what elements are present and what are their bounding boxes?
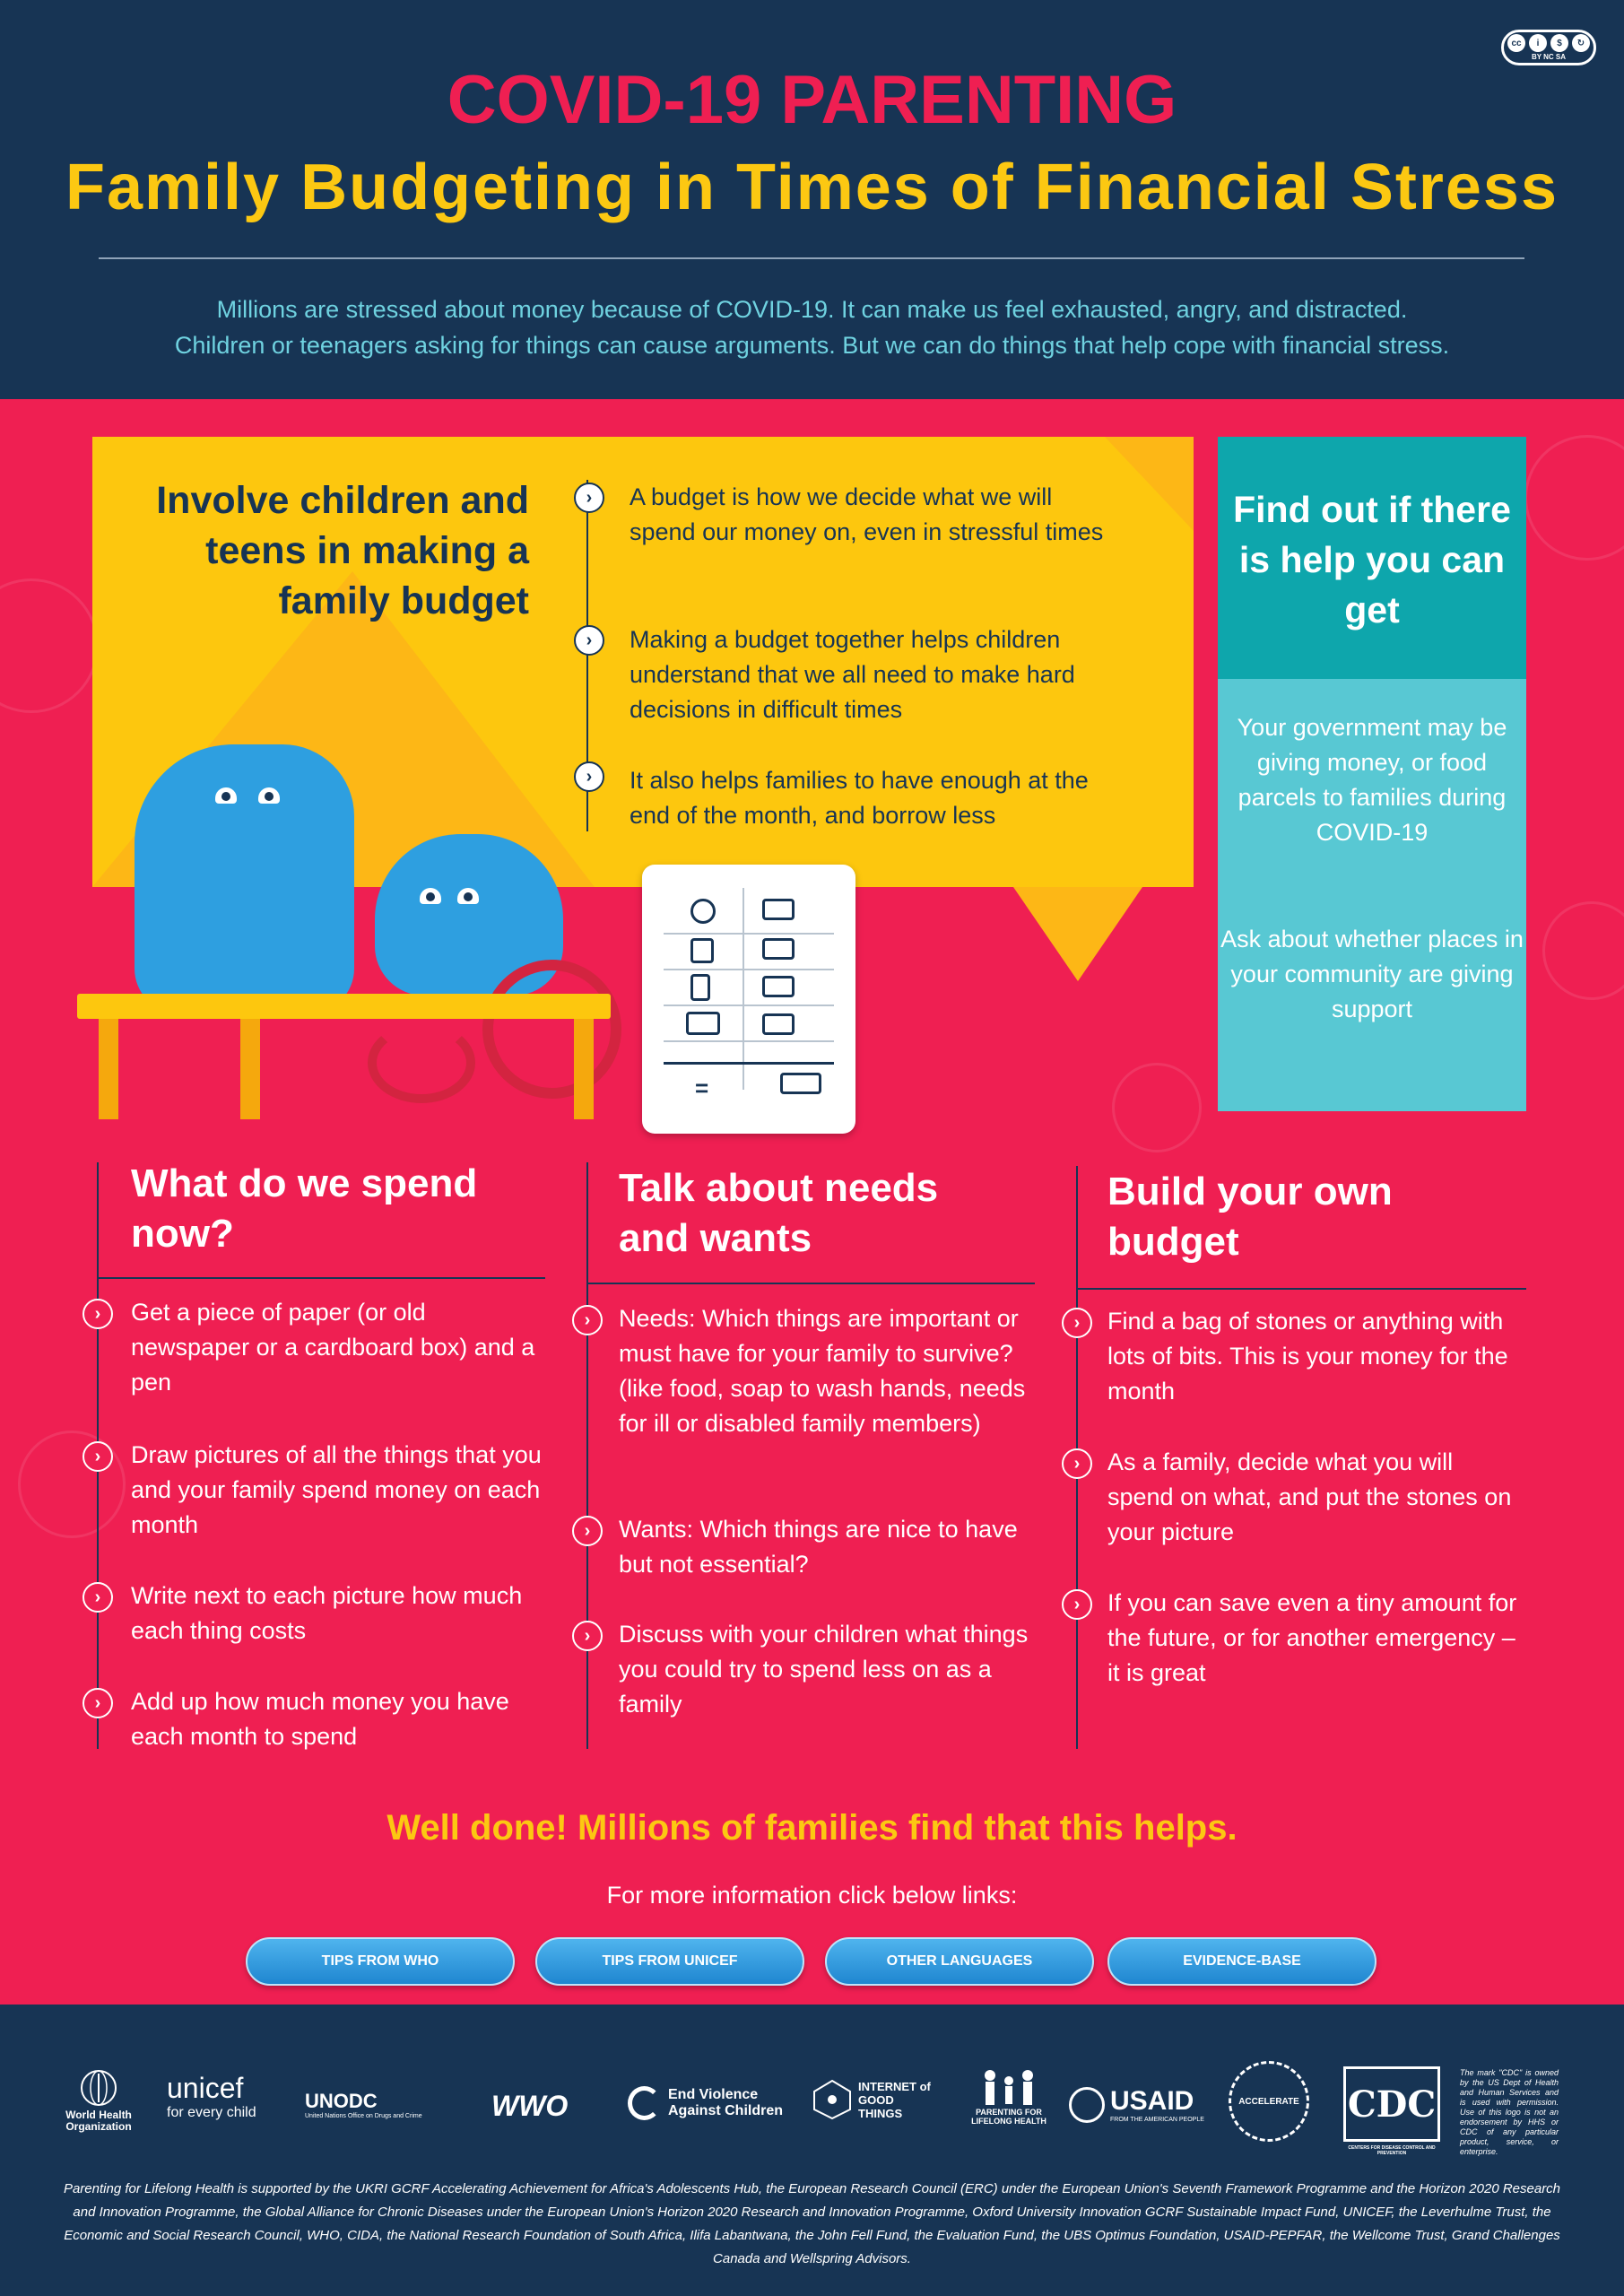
column-2-item-3: Discuss with your children what things you could try to spend less on as a family — [619, 1621, 1029, 1718]
budget-bullet-2: Making a budget together helps children understand that we all need to make hard decisions in difficult times — [630, 626, 1075, 723]
card-row-line — [664, 933, 834, 935]
internet-logo-text: INTERNET of GOOD THINGS — [858, 2079, 931, 2120]
column-2-item-2: Wants: Which things are nice to have but not essential? — [619, 1516, 1018, 1578]
chevron-right-icon: › — [1062, 1589, 1092, 1620]
more-info-text: For more information click below links: — [606, 1882, 1018, 1909]
spray-bottle-icon — [690, 974, 710, 1001]
card-row-line — [664, 1004, 834, 1006]
cdc-sub-text: CENTERS FOR DISEASE CONTROL AND PREVENTION — [1348, 2145, 1436, 2156]
plate-icon — [690, 899, 716, 924]
column-1-item-2: Draw pictures of all the things that you and your family spend money on each month — [131, 1441, 542, 1538]
end-violence-logo — [628, 2086, 789, 2120]
by-icon: i — [1529, 34, 1547, 52]
cdc-text: CDC — [1347, 2083, 1437, 2126]
usaid-sub-text: FROM THE AMERICAN PEOPLE — [1110, 2117, 1204, 2123]
usaid-text: USAID — [1110, 2086, 1194, 2116]
budget-bullet-3: It also helps families to have enough at the end of the month, and borrow less — [630, 767, 1089, 829]
eye — [457, 888, 479, 904]
chevron-right-icon: › — [83, 1582, 113, 1613]
license-label: BY NC SA — [1531, 53, 1567, 61]
column-2-line — [586, 1162, 588, 1749]
wwo-logo: WWO — [491, 2090, 569, 2122]
usaid-wordmark — [1110, 2086, 1204, 2123]
column-3-underline — [1076, 1288, 1526, 1290]
column-2-underline — [586, 1283, 1035, 1284]
well-done-heading: Well done! Millions of families find that this helps. — [386, 1808, 1238, 1848]
cdc-disclaimer: The mark "CDC" is owned by the US Dept of Health and Human Services and is used with permission. Use of this logo is not an endorsement by HHS or CDC of any particular product, service, or enterprise. — [1460, 2068, 1559, 2156]
eye — [420, 888, 441, 904]
budget-card-illustration — [642, 865, 855, 1134]
who-logo — [57, 2068, 140, 2133]
accelerate-logo: ACCELERATE — [1229, 2061, 1309, 2142]
budget-bullet-1: A budget is how we decide what we will spend our money on, even in stressful times — [630, 483, 1104, 545]
wheelchair-wheel — [482, 960, 621, 1099]
background-doodle — [1112, 1063, 1202, 1152]
chevron-right-icon: › — [574, 483, 604, 513]
chevron-right-icon: › — [1062, 1308, 1092, 1338]
column-3-item-1: Find a bag of stones or anything with lots of bits. This is your money for the month — [1107, 1308, 1508, 1405]
background-doodle — [1542, 901, 1624, 1000]
card-divider — [743, 888, 744, 1090]
header-divider — [99, 257, 1524, 259]
page-title: COVID-19 PARENTING — [447, 62, 1177, 138]
column-2-title: Talk about needs and wants — [619, 1166, 939, 1260]
column-3-title: Build your own budget — [1107, 1170, 1393, 1264]
chevron-right-icon: › — [1062, 1448, 1092, 1479]
unicef-logo-text: unicef — [167, 2072, 244, 2104]
unicef-tagline: for every child — [167, 2105, 256, 2120]
column-3-item-2: As a family, decide what you will spend on what, and put the stones on your picture — [1107, 1448, 1512, 1545]
tips-from-who-button[interactable]: TIPS FROM WHO — [246, 1937, 515, 1986]
nc-icon: $ — [1550, 34, 1568, 52]
page-subtitle: Family Budgeting in Times of Financial Stress — [65, 152, 1559, 223]
card-total-line — [664, 1062, 834, 1065]
column-2-item-1: Needs: Which things are important or must have for your family to survive? (like food, soap to wash hands, needs for ill or disabled family members) — [619, 1305, 1026, 1437]
money-icon — [762, 976, 795, 997]
book-icon — [686, 1012, 720, 1035]
other-languages-button[interactable]: OTHER LANGUAGES — [825, 1937, 1094, 1986]
usaid-logo — [1069, 2086, 1204, 2123]
help-title: Find out if there is help you can get — [1233, 489, 1511, 631]
speech-pointer — [1013, 887, 1142, 981]
who-logo-text: World Health Organization — [65, 2109, 132, 2133]
intro-line-1: Millions are stressed about money because of COVID-19. It can make us feel exhausted, angry, and distracted. — [216, 296, 1408, 323]
chevron-right-icon: › — [83, 1441, 113, 1472]
column-3-item-3: If you can save even a tiny amount for the future, or for another emergency – it is great — [1107, 1589, 1517, 1686]
tips-from-unicef-button[interactable]: TIPS FROM UNICEF — [535, 1937, 804, 1986]
chevron-right-icon: › — [572, 1621, 603, 1651]
sa-icon: ↻ — [1572, 34, 1590, 52]
parent-character — [135, 744, 354, 1013]
column-1-underline — [97, 1277, 545, 1279]
chevron-right-icon: › — [572, 1305, 603, 1335]
cc-icon: cc — [1507, 34, 1525, 52]
end-violence-icon — [628, 2086, 661, 2120]
desk-leg — [240, 1019, 260, 1119]
end-violence-text: End Violence Against Children — [668, 2087, 784, 2118]
column-1-item-3: Write next to each picture how much each thing costs — [131, 1582, 523, 1644]
desk-leg — [574, 1019, 594, 1119]
unicef-logo — [167, 2072, 256, 2121]
chevron-right-icon: › — [572, 1516, 603, 1546]
shade-right — [1105, 437, 1194, 531]
chevron-right-icon: › — [83, 1299, 113, 1329]
unodc-logo-text: UNODC — [305, 2090, 378, 2112]
who-emblem-icon — [79, 2068, 118, 2108]
money-icon — [762, 938, 795, 960]
money-icon — [762, 1013, 795, 1035]
chevron-right-icon: › — [574, 761, 604, 792]
intro-line-2: Children or teenagers asking for things can cause arguments. But we can do things that help cope with financial stress. — [174, 332, 1450, 359]
parenting-logo-text: PARENTING FOR LIFELONG HEALTH — [971, 2108, 1046, 2126]
desk-leg — [99, 1019, 118, 1119]
unodc-logo — [305, 2090, 422, 2119]
creative-commons-badge — [1501, 30, 1596, 65]
card-row-line — [664, 969, 834, 970]
intro-text — [0, 291, 1624, 363]
background-doodle — [1524, 435, 1624, 561]
network-icon — [810, 2077, 855, 2122]
wheelchair-wheel — [368, 1022, 475, 1103]
parenting-for-lifelong-health-logo — [970, 2068, 1047, 2126]
help-paragraph-2: Ask about whether places in your community are giving support — [1220, 926, 1524, 1022]
help-paragraph-1: Your government may be giving money, or food parcels to families during COVID-19 — [1237, 714, 1507, 846]
column-1-title: What do we spend now? — [131, 1161, 478, 1256]
column-1-item-1: Get a piece of paper (or old newspaper or a cardboard box) and a pen — [131, 1299, 535, 1396]
background-doodle — [0, 578, 99, 713]
money-icon — [762, 899, 795, 920]
desk — [77, 994, 611, 1019]
eye — [258, 787, 280, 804]
cdc-logo — [1343, 2066, 1440, 2142]
family-icon — [977, 2068, 1040, 2108]
funding-statement: Parenting for Lifelong Health is supported by the UKRI GCRF Accelerating Achievement for Africa's Adolescents Hub, the European Research Council (ERC) under the European Union's Seventh Framework Programme and the Horizon 2020 Research and Innovation Programme, the Global Alliance for Chronic Diseases under the European Union's Horizon 2020 Research and Innovation Programme, Oxford University Innovation GCRF Sustainable Impact Fund, UNICEF, the Leverhulme Trust, the Economic and Social Research Council, WHO, CIDA, the National Research Foundation of South Africa, Ilifa Labantwana, the John Fell Fund, the Evaluation Fund, the UBS Optimus Foundation, USAID-PEPFAR, the Wellcome Trust, Grand Challenges Canada and Wellspring Advisors. — [63, 2181, 1561, 2266]
internet-of-good-things-logo — [810, 2077, 944, 2122]
card-equals: = — [695, 1074, 709, 1101]
bag-icon — [690, 938, 714, 963]
unodc-sub-text: United Nations Office on Drugs and Crime — [305, 2113, 422, 2119]
eye — [215, 787, 237, 804]
money-stack-icon — [780, 1073, 821, 1094]
card-row-line — [664, 1040, 834, 1042]
evidence-base-button[interactable]: EVIDENCE-BASE — [1107, 1937, 1376, 1986]
column-1-item-4: Add up how much money you have each month to spend — [131, 1688, 509, 1750]
usaid-seal-icon — [1069, 2087, 1105, 2123]
chevron-right-icon: › — [83, 1688, 113, 1718]
chevron-right-icon: › — [574, 625, 604, 656]
involve-title: Involve children and teens in making a family budget — [156, 479, 529, 622]
